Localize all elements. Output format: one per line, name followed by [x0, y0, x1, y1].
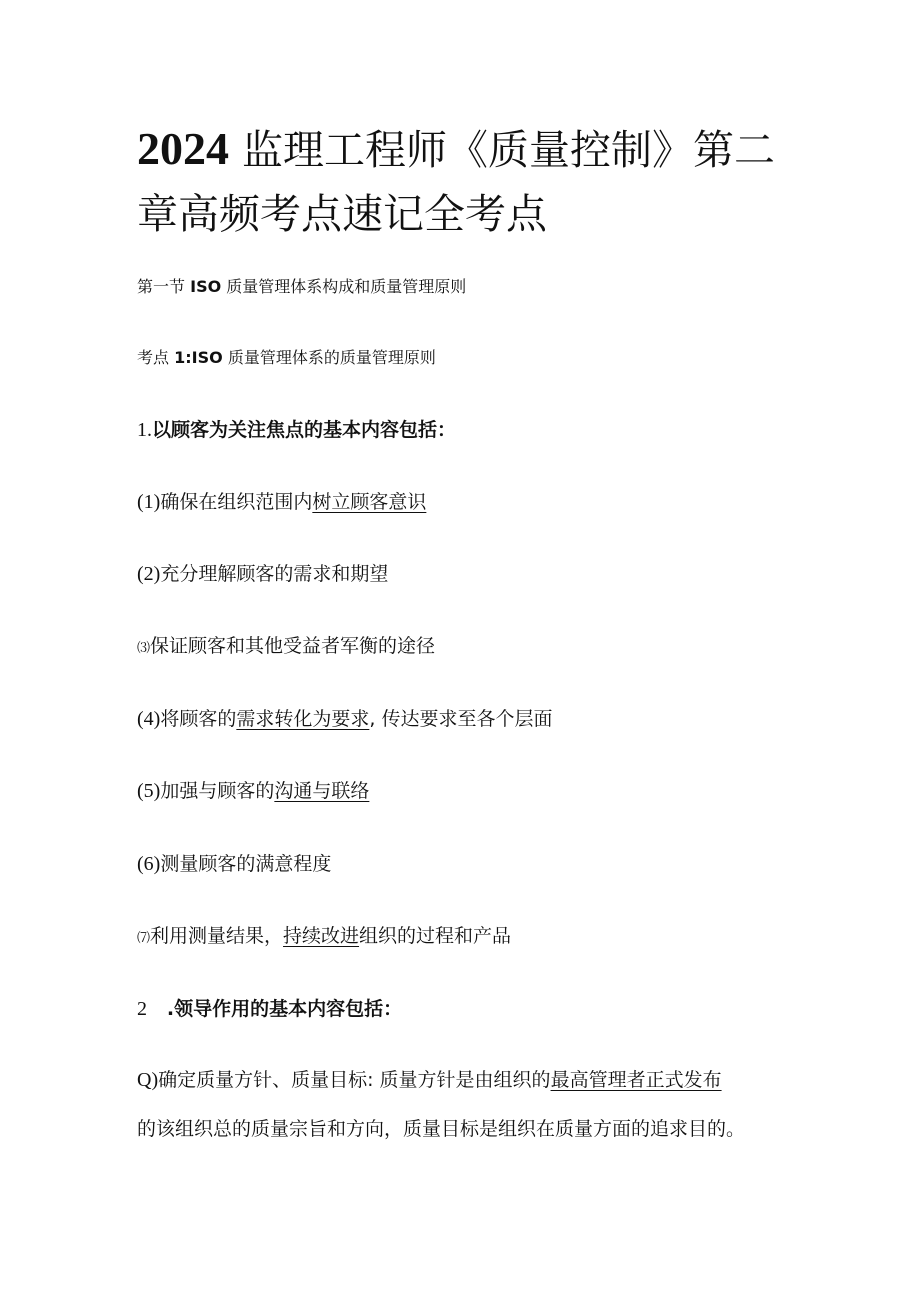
item-text: 加强与顾客的	[160, 780, 275, 802]
paragraph-line-2	[137, 1116, 745, 1142]
item-underlined: 需求转化为要求	[236, 708, 370, 730]
para-text: 确定质量方针、质量目标: 质量方针是由组织的	[158, 1069, 551, 1091]
item-underlined: 沟通与联络	[274, 780, 370, 802]
para-num: Q)	[137, 1069, 159, 1091]
item-text: 测量顾客的满意程度	[160, 853, 332, 875]
document-title	[137, 117, 797, 246]
point-prefix: 考点	[137, 348, 170, 367]
item-num: (6)	[137, 853, 161, 875]
heading-1-num: 1.	[137, 419, 152, 441]
section-heading	[137, 276, 466, 298]
item-num: (5)	[137, 780, 161, 802]
point-num: 1:ISO	[174, 348, 223, 367]
item-num: ⑶	[137, 641, 151, 656]
item-num: (4)	[137, 708, 161, 730]
item-num: (1)	[137, 491, 161, 513]
paragraph-line-1	[137, 1067, 722, 1093]
item-underlined: 树立顾客意识	[312, 491, 427, 513]
para-underlined: 最高管理者正式发布	[550, 1069, 722, 1091]
heading-2	[137, 996, 402, 1022]
point-rest: 质量管理体系的质量管理原则	[227, 348, 436, 367]
item-num: (2)	[137, 563, 161, 585]
title-text: 监理工程师《质量控制》第二章高频考点速记全考点	[137, 126, 776, 238]
list-item	[137, 633, 435, 662]
title-year: 2024	[137, 123, 229, 174]
item-after: 组织的过程和产品	[359, 925, 512, 947]
heading-1	[137, 417, 456, 443]
item-after: , 传达要求至各个层面	[369, 708, 553, 730]
item-text: 确保在组织范围内	[160, 491, 313, 513]
heading-2-num: 2	[137, 998, 147, 1020]
list-item	[137, 561, 388, 587]
list-item	[137, 489, 426, 515]
heading-1-text: 以顾客为关注焦点的基本内容包括：	[152, 419, 457, 441]
list-item	[137, 706, 552, 732]
point-heading	[137, 347, 436, 369]
item-num: ⑺	[137, 931, 151, 946]
list-item	[137, 851, 331, 877]
list-item	[137, 923, 511, 952]
item-text: 将顾客的	[160, 708, 237, 730]
item-underlined: 持续改进	[283, 925, 360, 947]
item-text: 保证顾客和其他受益者军衡的途径	[150, 635, 436, 657]
item-text: 利用测量结果，	[150, 925, 284, 947]
item-text: 充分理解顾客的需求和期望	[160, 563, 389, 585]
heading-2-text: .领导作用的基本内容包括：	[166, 998, 403, 1020]
section-rest: 质量管理体系构成和质量管理原则	[226, 277, 467, 296]
section-iso: ISO	[190, 277, 222, 296]
section-prefix: 第一节	[137, 277, 186, 296]
para-line2: 的该组织总的质量宗旨和方向，质量目标是组织在质量方面的追求目的。	[137, 1118, 746, 1140]
list-item	[137, 778, 369, 804]
